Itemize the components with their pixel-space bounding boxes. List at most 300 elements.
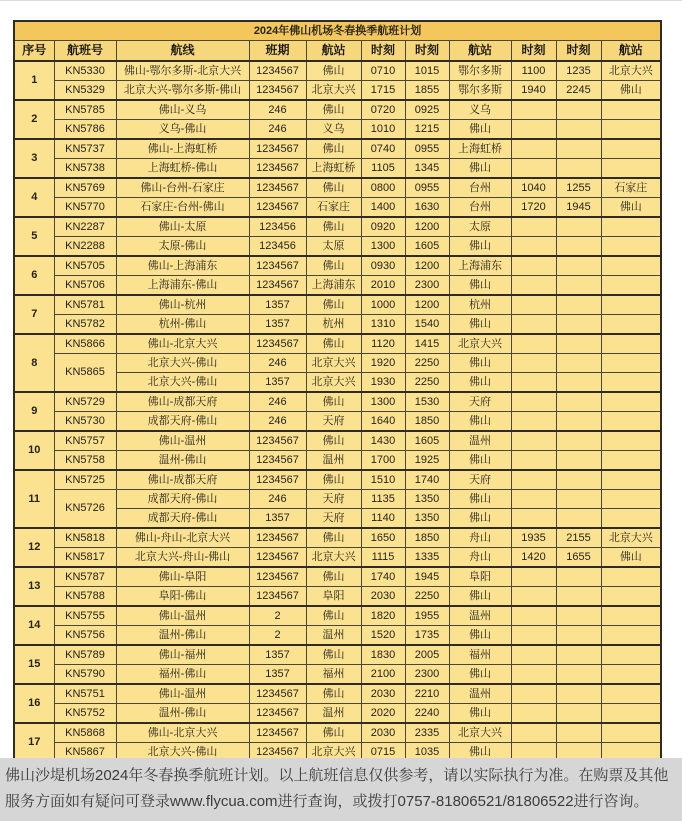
cell-route: 北京大兴-佛山 (116, 373, 249, 393)
cell-time (556, 704, 601, 724)
cell-time: 1100 (511, 61, 556, 81)
cell-days: 246 (249, 490, 306, 509)
cell-time (511, 626, 556, 646)
cell-route: 佛山-温州 (116, 684, 249, 704)
cell-days: 1234567 (249, 743, 306, 763)
cell-flight-no: KN5730 (54, 412, 116, 432)
cell-station: 佛山 (449, 587, 511, 607)
cell-route: 佛山-义乌 (116, 100, 249, 120)
cell-days: 1357 (249, 373, 306, 393)
cell-time: 1010 (361, 120, 405, 140)
cell-station: 舟山 (449, 548, 511, 568)
cell-days: 1357 (249, 665, 306, 685)
cell-flight-no: KN2288 (54, 237, 116, 257)
cell-time (511, 431, 556, 451)
cell-flight-no: KN5751 (54, 684, 116, 704)
cell-time (556, 626, 601, 646)
cell-flight-no: KN5789 (54, 645, 116, 665)
cell-time: 2250 (405, 587, 449, 607)
cell-days: 1234567 (249, 548, 306, 568)
column-header: 航站 (449, 41, 511, 62)
cell-days: 1234567 (249, 528, 306, 548)
cell-station (601, 451, 661, 471)
cell-station: 天府 (449, 392, 511, 412)
cell-station: 佛山 (449, 315, 511, 335)
cell-station (601, 217, 661, 237)
cell-flight-no: KN5865 (54, 354, 116, 393)
cell-time: 0930 (361, 256, 405, 276)
cell-station (601, 684, 661, 704)
cell-seq: 17 (14, 723, 54, 762)
cell-days: 2 (249, 626, 306, 646)
cell-time (556, 237, 601, 257)
cell-days: 1234567 (249, 334, 306, 354)
cell-days: 1357 (249, 509, 306, 529)
cell-time (511, 470, 556, 490)
cell-station: 北京大兴 (306, 354, 361, 373)
cell-station: 福州 (306, 665, 361, 685)
cell-time: 1000 (361, 295, 405, 315)
cell-time: 2010 (361, 276, 405, 296)
cell-flight-no: KN5726 (54, 490, 116, 529)
cell-time: 2300 (405, 665, 449, 685)
cell-time (556, 470, 601, 490)
cell-time: 0740 (361, 139, 405, 159)
table-row (14, 684, 661, 704)
cell-time (556, 490, 601, 509)
cell-route: 义乌-佛山 (116, 120, 249, 140)
cell-time: 1350 (405, 509, 449, 529)
cell-route: 成都天府-佛山 (116, 412, 249, 432)
cell-station (601, 237, 661, 257)
cell-station: 石家庄 (601, 178, 661, 198)
column-header: 航站 (601, 41, 661, 62)
cell-time: 1715 (361, 81, 405, 101)
cell-station (601, 100, 661, 120)
cell-station: 佛山 (449, 665, 511, 685)
cell-flight-no: KN5788 (54, 587, 116, 607)
cell-station (601, 431, 661, 451)
page-title: 2024年佛山机场冬春换季航班计划 (14, 21, 661, 41)
table-row (14, 606, 661, 626)
cell-station: 天府 (306, 412, 361, 432)
cell-time: 1255 (556, 178, 601, 198)
table-row (14, 528, 661, 548)
cell-time: 0720 (361, 100, 405, 120)
cell-time (556, 373, 601, 393)
cell-station: 佛山 (306, 178, 361, 198)
cell-time (556, 276, 601, 296)
cell-station (601, 120, 661, 140)
cell-time: 0715 (361, 743, 405, 763)
cell-station: 佛山 (449, 373, 511, 393)
cell-route: 温州-佛山 (116, 451, 249, 471)
cell-time: 1935 (511, 528, 556, 548)
cell-flight-no: KN5867 (54, 743, 116, 763)
cell-flight-no: KN5752 (54, 704, 116, 724)
cell-flight-no: KN5866 (54, 334, 116, 354)
column-header: 序号 (14, 41, 54, 62)
cell-route: 北京大兴-鄂尔多斯-佛山 (116, 81, 249, 101)
cell-route: 温州-佛山 (116, 704, 249, 724)
cell-route: 北京大兴-舟山-佛山 (116, 548, 249, 568)
footer-text: 佛山沙堤机场2024年冬春换季航班计划。以上航班信息仅供参考，请以实际执行为准。在购票及其他服务方面如有疑问可登录www.flycua.com进行查询，或拨打0757-81806521/81806522进行咨询。 (5, 767, 669, 810)
cell-time (556, 431, 601, 451)
cell-time: 1300 (361, 392, 405, 412)
cell-time: 1655 (556, 548, 601, 568)
cell-station: 佛山 (449, 120, 511, 140)
table-row (14, 704, 661, 724)
cell-time: 1605 (405, 237, 449, 257)
column-header: 时刻 (405, 41, 449, 62)
table-row (14, 665, 661, 685)
cell-time (556, 684, 601, 704)
cell-station (601, 704, 661, 724)
cell-station: 佛山 (306, 528, 361, 548)
cell-route: 佛山-北京大兴 (116, 723, 249, 743)
footer-notice (0, 758, 682, 821)
cell-station: 温州 (306, 626, 361, 646)
cell-seq: 5 (14, 217, 54, 256)
cell-route: 北京大兴-佛山 (116, 743, 249, 763)
cell-time (556, 567, 601, 587)
cell-station: 佛山 (449, 159, 511, 179)
cell-time: 2210 (405, 684, 449, 704)
table-row (14, 470, 661, 490)
cell-time (511, 100, 556, 120)
cell-time: 0955 (405, 178, 449, 198)
cell-flight-no: KN5817 (54, 548, 116, 568)
cell-station: 佛山 (306, 431, 361, 451)
cell-time: 1920 (361, 354, 405, 373)
cell-route: 杭州-佛山 (116, 315, 249, 335)
cell-time (511, 606, 556, 626)
cell-seq: 16 (14, 684, 54, 723)
cell-time: 1200 (405, 295, 449, 315)
cell-time: 1940 (511, 81, 556, 101)
cell-station: 佛山 (306, 723, 361, 743)
cell-station: 福州 (449, 645, 511, 665)
column-header: 航班号 (54, 41, 116, 62)
cell-time (511, 237, 556, 257)
cell-time (511, 567, 556, 587)
cell-time: 0955 (405, 139, 449, 159)
cell-days: 1234567 (249, 61, 306, 81)
cell-time: 0800 (361, 178, 405, 198)
cell-time: 1540 (405, 315, 449, 335)
cell-seq: 15 (14, 645, 54, 684)
cell-time: 1200 (405, 217, 449, 237)
cell-route: 佛山-北京大兴 (116, 334, 249, 354)
cell-route: 佛山-舟山-北京大兴 (116, 528, 249, 548)
cell-station: 佛山 (449, 354, 511, 373)
cell-route: 上海虹桥-佛山 (116, 159, 249, 179)
cell-time: 1335 (405, 548, 449, 568)
cell-route: 太原-佛山 (116, 237, 249, 257)
column-header: 时刻 (361, 41, 405, 62)
cell-station: 天府 (306, 490, 361, 509)
cell-route: 温州-佛山 (116, 626, 249, 646)
cell-station (601, 139, 661, 159)
cell-time (511, 354, 556, 373)
cell-time (556, 256, 601, 276)
cell-station (601, 392, 661, 412)
cell-flight-no: KN5755 (54, 606, 116, 626)
cell-flight-no: KN5781 (54, 295, 116, 315)
cell-days: 1234567 (249, 159, 306, 179)
cell-time: 2250 (405, 373, 449, 393)
cell-station: 鄂尔多斯 (449, 81, 511, 101)
cell-station (601, 256, 661, 276)
cell-days: 1234567 (249, 451, 306, 471)
cell-time: 1850 (405, 412, 449, 432)
table-container (0, 1, 682, 763)
cell-flight-no: KN5706 (54, 276, 116, 296)
cell-seq: 1 (14, 61, 54, 100)
column-header: 航线 (116, 41, 249, 62)
cell-time (511, 587, 556, 607)
cell-time (511, 645, 556, 665)
cell-seq: 10 (14, 431, 54, 470)
cell-seq: 8 (14, 334, 54, 392)
cell-route: 上海浦东-佛山 (116, 276, 249, 296)
cell-seq: 11 (14, 470, 54, 528)
cell-station (601, 509, 661, 529)
cell-time (511, 276, 556, 296)
cell-days: 246 (249, 120, 306, 140)
cell-station (601, 470, 661, 490)
cell-days: 1234567 (249, 704, 306, 724)
cell-station (601, 334, 661, 354)
cell-time (556, 451, 601, 471)
table-row (14, 490, 661, 509)
cell-station: 义乌 (306, 120, 361, 140)
cell-flight-no: KN5787 (54, 567, 116, 587)
cell-time (556, 159, 601, 179)
cell-days: 1234567 (249, 178, 306, 198)
cell-station (601, 412, 661, 432)
cell-seq: 13 (14, 567, 54, 606)
cell-station: 温州 (306, 704, 361, 724)
table-row (14, 100, 661, 120)
cell-station: 佛山 (306, 606, 361, 626)
cell-station: 北京大兴 (601, 528, 661, 548)
cell-time (556, 334, 601, 354)
cell-flight-no: KN5770 (54, 198, 116, 218)
cell-station: 佛山 (306, 217, 361, 237)
table-row (14, 159, 661, 179)
cell-station: 佛山 (306, 684, 361, 704)
cell-time: 0925 (405, 100, 449, 120)
cell-seq: 4 (14, 178, 54, 217)
cell-time: 1015 (405, 61, 449, 81)
cell-time (556, 665, 601, 685)
cell-station: 佛山 (306, 470, 361, 490)
cell-time: 1105 (361, 159, 405, 179)
cell-station: 佛山 (449, 743, 511, 763)
cell-station: 上海浦东 (306, 276, 361, 296)
cell-time: 1040 (511, 178, 556, 198)
table-row (14, 81, 661, 101)
cell-time: 2005 (405, 645, 449, 665)
cell-time: 1420 (511, 548, 556, 568)
cell-station: 上海虹桥 (449, 139, 511, 159)
cell-station (601, 567, 661, 587)
cell-station: 北京大兴 (306, 743, 361, 763)
table-row (14, 723, 661, 743)
cell-time (556, 217, 601, 237)
cell-time: 1820 (361, 606, 405, 626)
table-row (14, 178, 661, 198)
cell-flight-no: KN5756 (54, 626, 116, 646)
cell-time: 1345 (405, 159, 449, 179)
cell-days: 1234567 (249, 431, 306, 451)
cell-days: 1234567 (249, 567, 306, 587)
cell-time: 1120 (361, 334, 405, 354)
cell-time: 2300 (405, 276, 449, 296)
cell-time: 1630 (405, 198, 449, 218)
cell-station: 天府 (306, 509, 361, 529)
cell-route: 佛山-台州-石家庄 (116, 178, 249, 198)
cell-station (601, 315, 661, 335)
cell-station: 杭州 (306, 315, 361, 335)
cell-time: 2030 (361, 723, 405, 743)
cell-station: 北京大兴 (306, 373, 361, 393)
cell-station (601, 354, 661, 373)
cell-days: 123456 (249, 237, 306, 257)
cell-seq: 7 (14, 295, 54, 334)
cell-station: 佛山 (306, 100, 361, 120)
table-row (14, 431, 661, 451)
cell-time: 2155 (556, 528, 601, 548)
cell-station: 佛山 (449, 490, 511, 509)
table-row (14, 237, 661, 257)
cell-station: 上海浦东 (449, 256, 511, 276)
cell-station: 佛山 (306, 139, 361, 159)
cell-station: 佛山 (449, 412, 511, 432)
cell-time: 1520 (361, 626, 405, 646)
cell-time (511, 412, 556, 432)
cell-days: 1357 (249, 315, 306, 335)
cell-time: 1350 (405, 490, 449, 509)
cell-flight-no: KN5782 (54, 315, 116, 335)
cell-time: 2240 (405, 704, 449, 724)
cell-station: 舟山 (449, 528, 511, 548)
cell-station: 北京大兴 (306, 548, 361, 568)
column-header: 班期 (249, 41, 306, 62)
cell-days: 1234567 (249, 470, 306, 490)
cell-time (511, 451, 556, 471)
cell-station (601, 159, 661, 179)
cell-station (601, 373, 661, 393)
table-row (14, 256, 661, 276)
cell-time (511, 392, 556, 412)
cell-station: 佛山 (449, 237, 511, 257)
cell-route: 石家庄-台州-佛山 (116, 198, 249, 218)
cell-flight-no: KN5329 (54, 81, 116, 101)
cell-route: 福州-佛山 (116, 665, 249, 685)
cell-time: 1830 (361, 645, 405, 665)
cell-flight-no: KN5785 (54, 100, 116, 120)
cell-station: 鄂尔多斯 (449, 61, 511, 81)
cell-days: 1234567 (249, 276, 306, 296)
cell-station: 天府 (449, 470, 511, 490)
cell-route: 佛山-温州 (116, 606, 249, 626)
cell-time: 1510 (361, 470, 405, 490)
cell-station: 北京大兴 (449, 723, 511, 743)
table-row (14, 392, 661, 412)
cell-route: 北京大兴-佛山 (116, 354, 249, 373)
cell-time: 1415 (405, 334, 449, 354)
cell-route: 佛山-太原 (116, 217, 249, 237)
cell-station (601, 723, 661, 743)
cell-time (556, 295, 601, 315)
cell-station: 佛山 (306, 567, 361, 587)
cell-route: 佛山-上海浦东 (116, 256, 249, 276)
cell-station (601, 490, 661, 509)
cell-time (511, 509, 556, 529)
cell-route: 佛山-成都天府 (116, 392, 249, 412)
cell-time: 1200 (405, 256, 449, 276)
cell-station: 佛山 (601, 548, 661, 568)
cell-station: 佛山 (306, 334, 361, 354)
cell-station: 佛山 (449, 509, 511, 529)
cell-days: 246 (249, 354, 306, 373)
cell-time: 1945 (405, 567, 449, 587)
cell-time: 1430 (361, 431, 405, 451)
cell-days: 1234567 (249, 81, 306, 101)
cell-time: 1720 (511, 198, 556, 218)
cell-time: 2335 (405, 723, 449, 743)
cell-route: 佛山-阜阳 (116, 567, 249, 587)
cell-station: 温州 (306, 451, 361, 471)
cell-time (511, 490, 556, 509)
table-row (14, 548, 661, 568)
cell-seq: 12 (14, 528, 54, 567)
cell-flight-no: KN5737 (54, 139, 116, 159)
cell-station: 佛山 (306, 392, 361, 412)
cell-days: 1234567 (249, 684, 306, 704)
cell-time: 2030 (361, 587, 405, 607)
cell-time: 1115 (361, 548, 405, 568)
cell-flight-no: KN5758 (54, 451, 116, 471)
cell-time (511, 665, 556, 685)
cell-station: 台州 (449, 198, 511, 218)
cell-time (556, 315, 601, 335)
cell-route: 成都天府-佛山 (116, 509, 249, 529)
cell-days: 1234567 (249, 587, 306, 607)
table-row (14, 198, 661, 218)
column-header: 航站 (306, 41, 361, 62)
cell-time (511, 295, 556, 315)
cell-time: 2100 (361, 665, 405, 685)
cell-station: 台州 (449, 178, 511, 198)
cell-station: 北京大兴 (601, 61, 661, 81)
cell-seq: 3 (14, 139, 54, 178)
cell-time (556, 606, 601, 626)
cell-flight-no: KN5705 (54, 256, 116, 276)
cell-station (601, 587, 661, 607)
cell-time: 1850 (405, 528, 449, 548)
cell-time (511, 334, 556, 354)
cell-time: 1135 (361, 490, 405, 509)
cell-time: 1300 (361, 237, 405, 257)
cell-time: 2245 (556, 81, 601, 101)
cell-seq: 6 (14, 256, 54, 295)
cell-station: 佛山 (306, 295, 361, 315)
cell-time (556, 139, 601, 159)
cell-time (556, 509, 601, 529)
